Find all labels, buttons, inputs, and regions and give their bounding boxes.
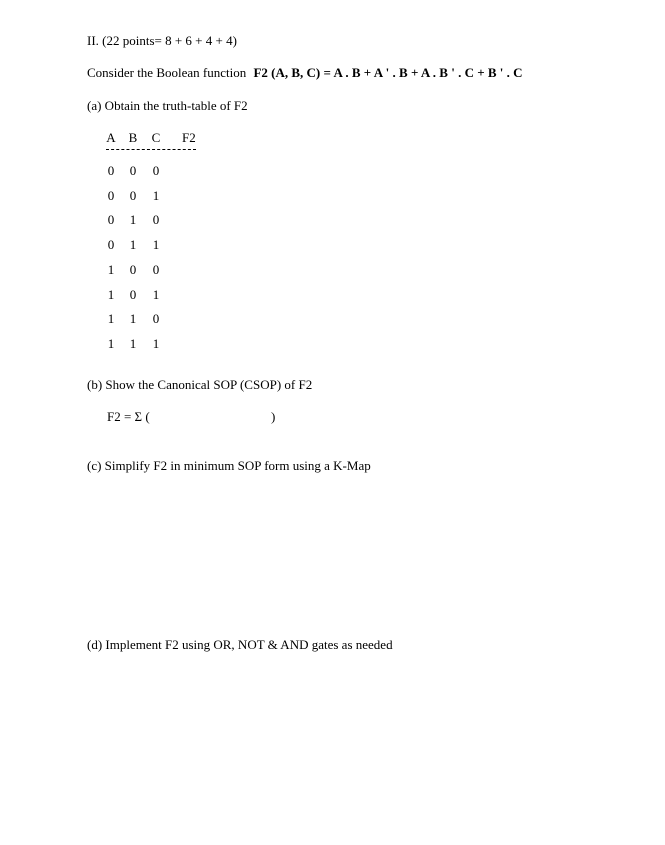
- truth-table-cell: 0: [107, 237, 115, 253]
- part-c-label: (c) Simplify F2 in minimum SOP form using a K-Map: [87, 458, 371, 473]
- truth-table-cell: 0: [152, 311, 160, 327]
- truth-table-cell: 0: [152, 261, 160, 277]
- truth-table-cell: 1: [129, 335, 137, 351]
- intro-prefix: Consider the Boolean function: [87, 65, 247, 80]
- truth-table-header-c: C: [151, 130, 161, 145]
- truth-table-cell: 0: [107, 187, 115, 203]
- truth-table-header-b: B: [128, 130, 138, 145]
- intro-line: [87, 65, 523, 81]
- truth-table-cell: 1: [152, 237, 160, 253]
- truth-table-cell: 0: [129, 261, 137, 277]
- truth-table-cell: 0: [152, 163, 160, 178]
- truth-table-cell: 1: [129, 237, 137, 253]
- truth-table-cell: 0: [152, 212, 160, 228]
- truth-table-cell: 0: [129, 163, 137, 178]
- truth-table-cell: 0: [107, 212, 115, 228]
- truth-table-header-f2: F2: [182, 130, 196, 145]
- part-d-label: (d) Implement F2 using OR, NOT & AND gates as needed: [87, 637, 393, 652]
- truth-table-cell: 1: [107, 286, 115, 302]
- truth-table-cell: 1: [152, 187, 160, 203]
- boolean-function: F2 (A, B, C) = A . B + A ' . B + A . B ' . C + B ' . C: [253, 65, 523, 80]
- truth-table-header-a: A: [106, 130, 116, 145]
- truth-table-cell: 1: [129, 212, 137, 228]
- question-heading: II. (22 points= 8 + 6 + 4 + 4): [87, 33, 237, 48]
- truth-table-cell: 0: [107, 163, 115, 178]
- truth-table-cell: 1: [152, 286, 160, 302]
- truth-table-cell: 0: [129, 187, 137, 203]
- truth-table-cell: 0: [129, 286, 137, 302]
- truth-table-divider: [106, 149, 196, 150]
- truth-table-cell: 1: [107, 335, 115, 351]
- csop-formula-right: ): [271, 409, 276, 424]
- part-b-label: (b) Show the Canonical SOP (CSOP) of F2: [87, 377, 313, 392]
- truth-table-cell: 1: [152, 335, 160, 351]
- part-a-label: (a) Obtain the truth-table of F2: [87, 98, 248, 113]
- truth-table-cell: 1: [107, 311, 115, 327]
- csop-formula-left: F2 = Σ (: [107, 409, 150, 424]
- truth-table-cell: 1: [107, 261, 115, 277]
- truth-table-cell: 1: [129, 311, 137, 327]
